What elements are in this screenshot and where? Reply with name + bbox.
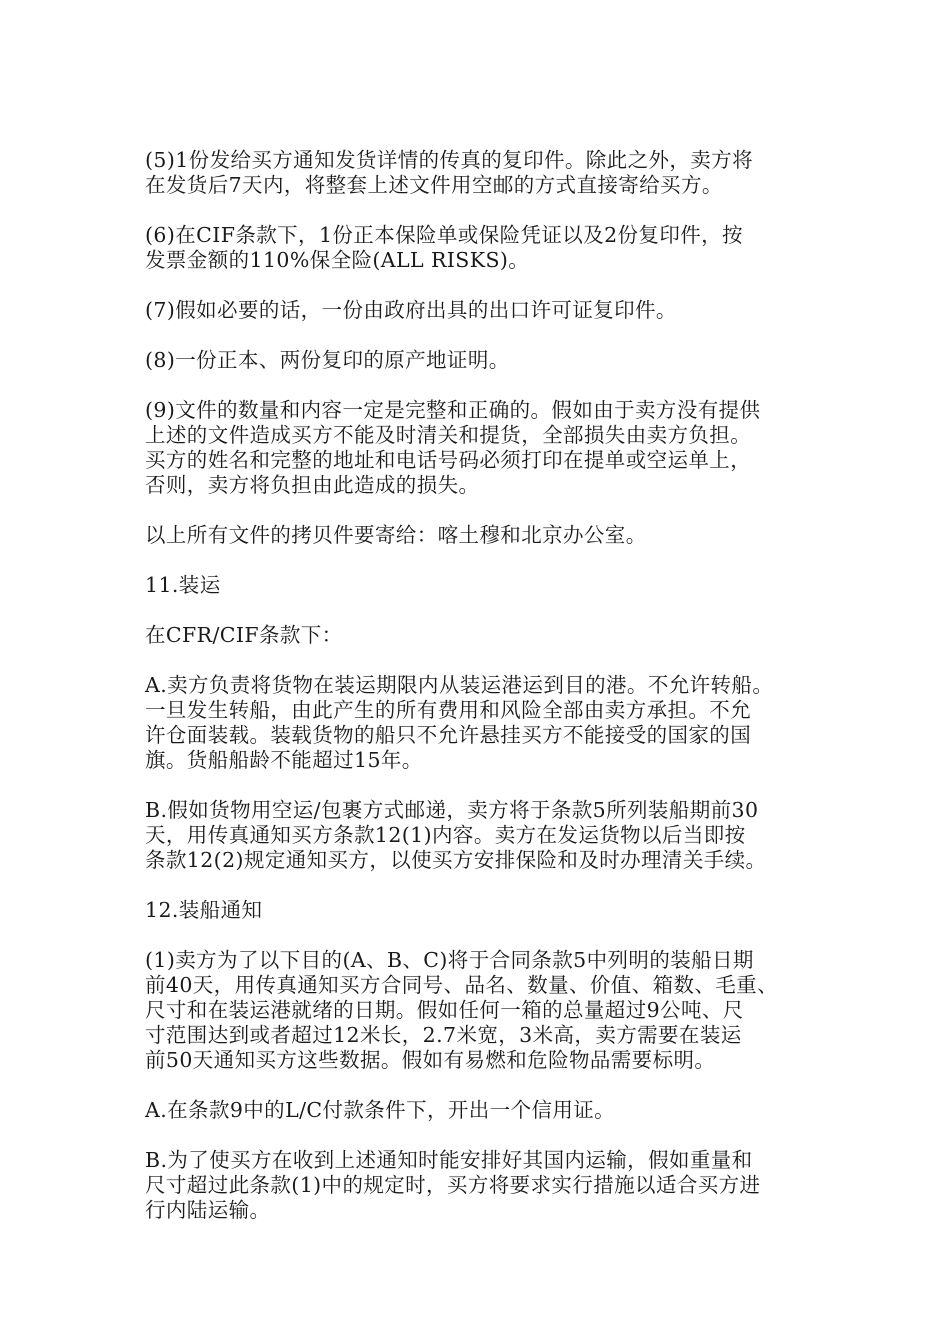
paragraph-shipment-b: B.假如货物用空运/包裹方式邮递，卖方将于条款5所列装船期前30 天，用传真通知买方条款12(1)内容。卖方在发运货物以后当即按 条款12(2)规定通知买方，以使买方安排保险和及时办理清关手续。 bbox=[145, 798, 767, 872]
document-body bbox=[145, 148, 815, 1248]
paragraph-notice-a: A.在条款9中的L/C付款条件下，开出一个信用证。 bbox=[145, 1098, 616, 1122]
paragraph-copies-note: 以上所有文件的拷贝件要寄给：喀土穆和北京办公室。 bbox=[145, 523, 647, 547]
paragraph-item-7-export-license: (7)假如必要的话，一份由政府出具的出口许可证复印件。 bbox=[145, 298, 677, 322]
section-heading-shipping-notice: 12.装船通知 bbox=[145, 898, 263, 922]
paragraph-item-6-insurance: (6)在CIF条款下，1份正本保险单或保险凭证以及2份复印件，按 发票金额的110%保全险(ALL RISKS)。 bbox=[145, 223, 743, 272]
paragraph-item-9-documents: (9)文件的数量和内容一定是完整和正确的。假如由于卖方没有提供 上述的文件造成买方不能及时清关和提货，全部损失由卖方负担。 买方的姓名和完整的地址和电话号码必须打印在提单或空运单上， 否则，卖方将负担由此造成的损失。 bbox=[145, 398, 761, 497]
paragraph-cfr-cif-intro: 在CFR/CIF条款下： bbox=[145, 623, 343, 647]
paragraph-item-5: (5)1份发给买方通知发货详情的传真的复印件。除此之外，卖方将 在发货后7天内，将整套上述文件用空邮的方式直接寄给买方。 bbox=[145, 148, 753, 197]
paragraph-shipment-a: A.卖方负责将货物在装运期限内从装运港运到目的港。不允许转船。 一旦发生转船，由此产生的所有费用和风险全部由卖方承担。不允 许仓面装载。装载货物的船只不允许悬挂买方不能接受的国家的国 旗。货船船龄不能超过15年。 bbox=[145, 673, 774, 772]
paragraph-notice-b: B.为了使买方在收到上述通知时能安排好其国内运输，假如重量和 尺寸超过此条款(1)中的规定时，买方将要求实行措施以适合买方进 行内陆运输。 bbox=[145, 1148, 761, 1222]
section-heading-shipment: 11.装运 bbox=[145, 573, 221, 597]
paragraph-item-8-certificate-of-origin: (8)一份正本、两份复印的原产地证明。 bbox=[145, 348, 510, 372]
paragraph-notice-1: (1)卖方为了以下目的(A、B、C)将于合同条款5中列明的装船日期 前40天，用传真通知买方合同号、品名、数量、价值、箱数、毛重、 尺寸和在装运港就绪的日期。假如任何一箱的总量超过9公吨、尺 寸范围达到或者超过12米长，2.7米宽，3米高，卖方需要在装运 前50天通知买方这些数据。假如有易燃和危险物品需要标明。 bbox=[145, 948, 778, 1072]
